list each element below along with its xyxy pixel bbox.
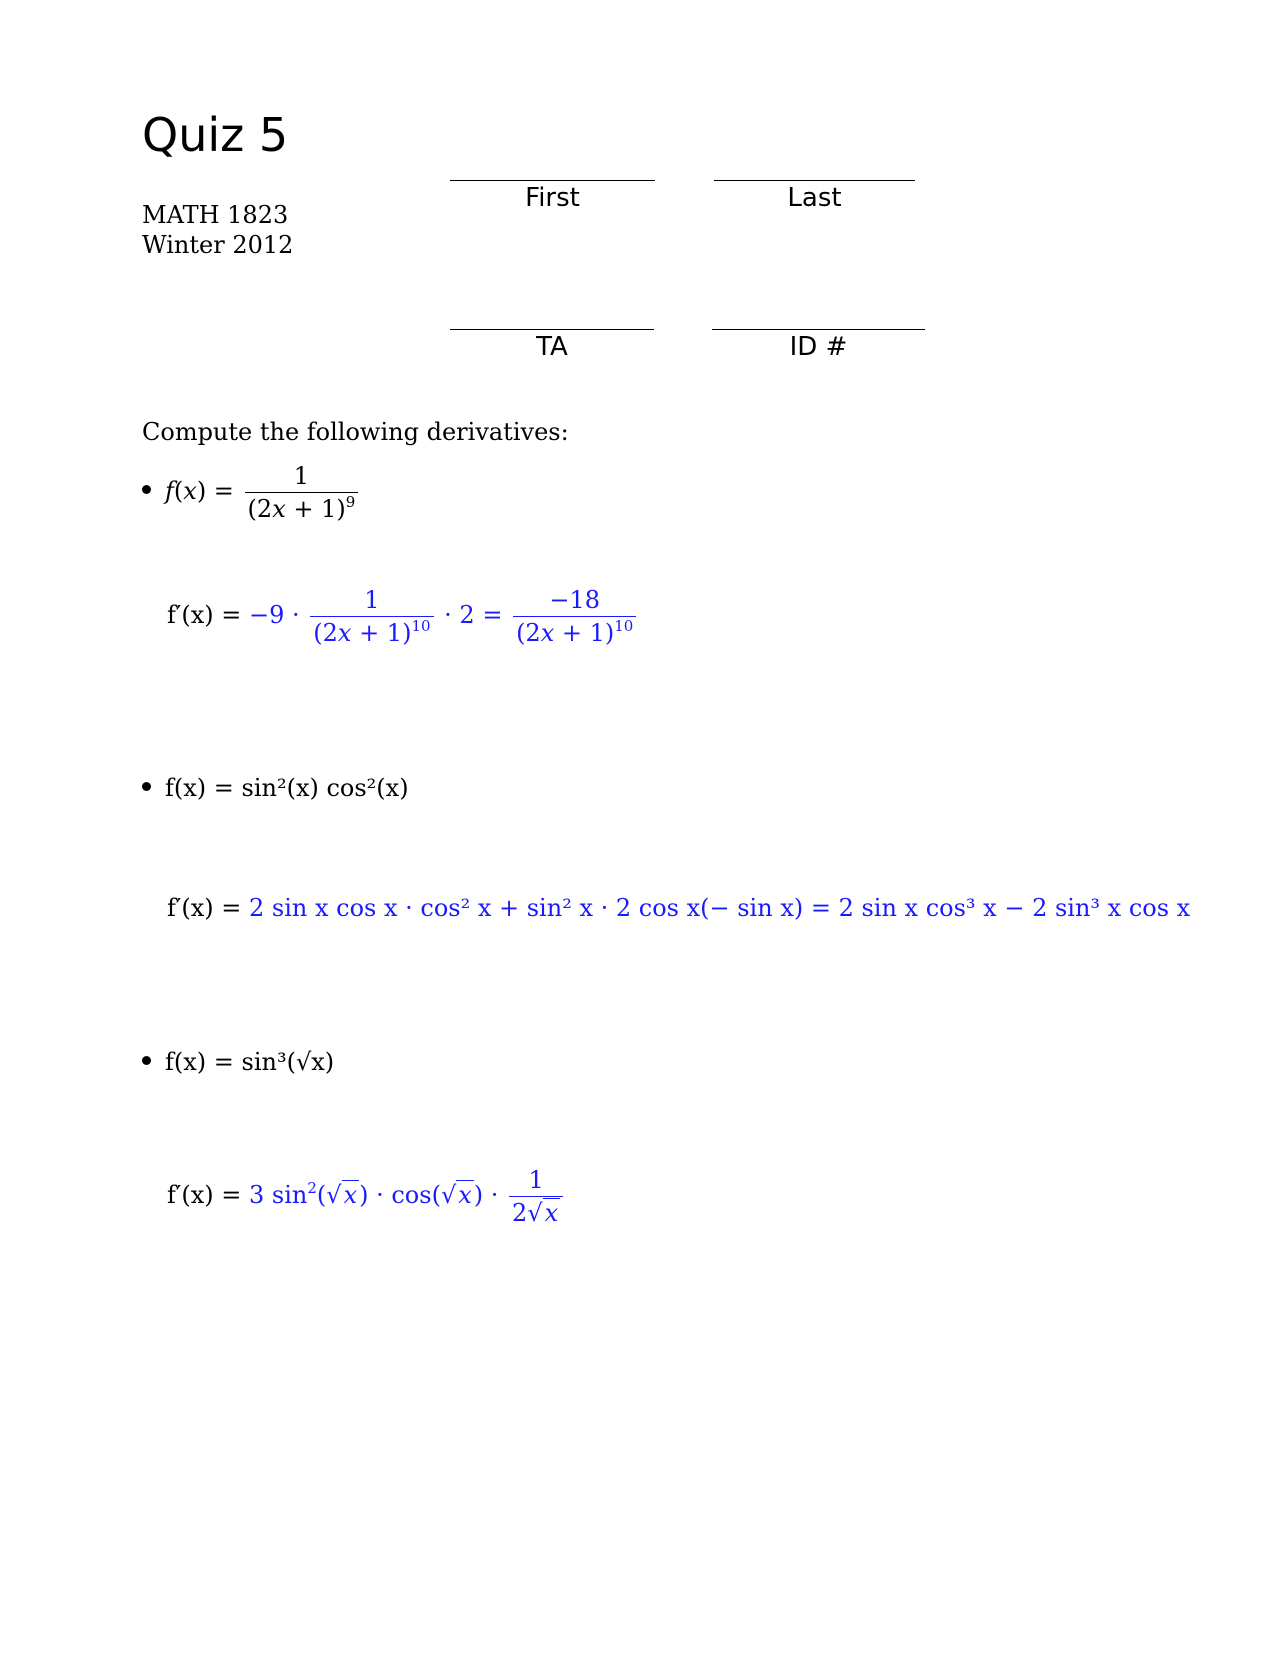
- problem-2-answer: [167, 894, 1190, 922]
- quiz-title: Quiz 5: [142, 108, 289, 162]
- first-name-line: [450, 180, 655, 181]
- first-name-field: [450, 180, 655, 213]
- answer-2-work: 2 sin x cos x · cos² x + sin² x · 2 cos x(− sin x) = 2 sin x cos³ x − 2 sin³ x cos x: [248, 894, 1191, 922]
- last-name-label: Last: [787, 183, 842, 213]
- answer-1-prefix: f′(x) =: [167, 601, 242, 629]
- ta-field: [450, 329, 654, 362]
- id-label: ID #: [789, 332, 848, 362]
- bullet-icon: [142, 782, 151, 791]
- problem-1-fraction: $\frac{1}{(2x + 1)^9}$: [245, 462, 359, 523]
- answer-3-work: 3 $\sin^2(√x) \cdot \cos(√x)$ · $\frac{1}{2√x}$: [249, 1181, 566, 1209]
- problem-1: f(x) = $\frac{1}{(2x + 1)^9}$: [142, 462, 361, 523]
- problem-2: [142, 774, 409, 802]
- last-name-line: [714, 180, 915, 181]
- instructions: Compute the following derivatives:: [142, 418, 569, 446]
- course-info: [142, 200, 293, 260]
- answer-2-prefix: f′(x) =: [167, 894, 242, 922]
- problem-1-answer: [167, 586, 639, 647]
- answer-1-work: −9 · $\frac{1}{(2x + 1)^{10}}$ · 2 = $\frac{-18}{(2x + 1)^{10}}$: [249, 601, 639, 629]
- ta-label: TA: [536, 332, 568, 362]
- course-term: Winter 2012: [142, 231, 294, 259]
- bullet-icon: [142, 485, 151, 494]
- problem-3: [142, 1048, 334, 1076]
- course-code: MATH 1823: [142, 201, 289, 229]
- last-name-field: [714, 180, 915, 213]
- bullet-icon: [142, 1056, 151, 1065]
- problem-3-question: f(x) = sin³(√x): [165, 1048, 335, 1076]
- problem-2-question: f(x) = sin²(x) cos²(x): [165, 774, 409, 802]
- id-line: [712, 329, 925, 330]
- ta-line: [450, 329, 654, 330]
- problem-3-answer: [167, 1166, 566, 1227]
- first-name-label: First: [525, 183, 580, 213]
- id-field: [712, 329, 925, 362]
- answer-3-prefix: f′(x) =: [167, 1181, 242, 1209]
